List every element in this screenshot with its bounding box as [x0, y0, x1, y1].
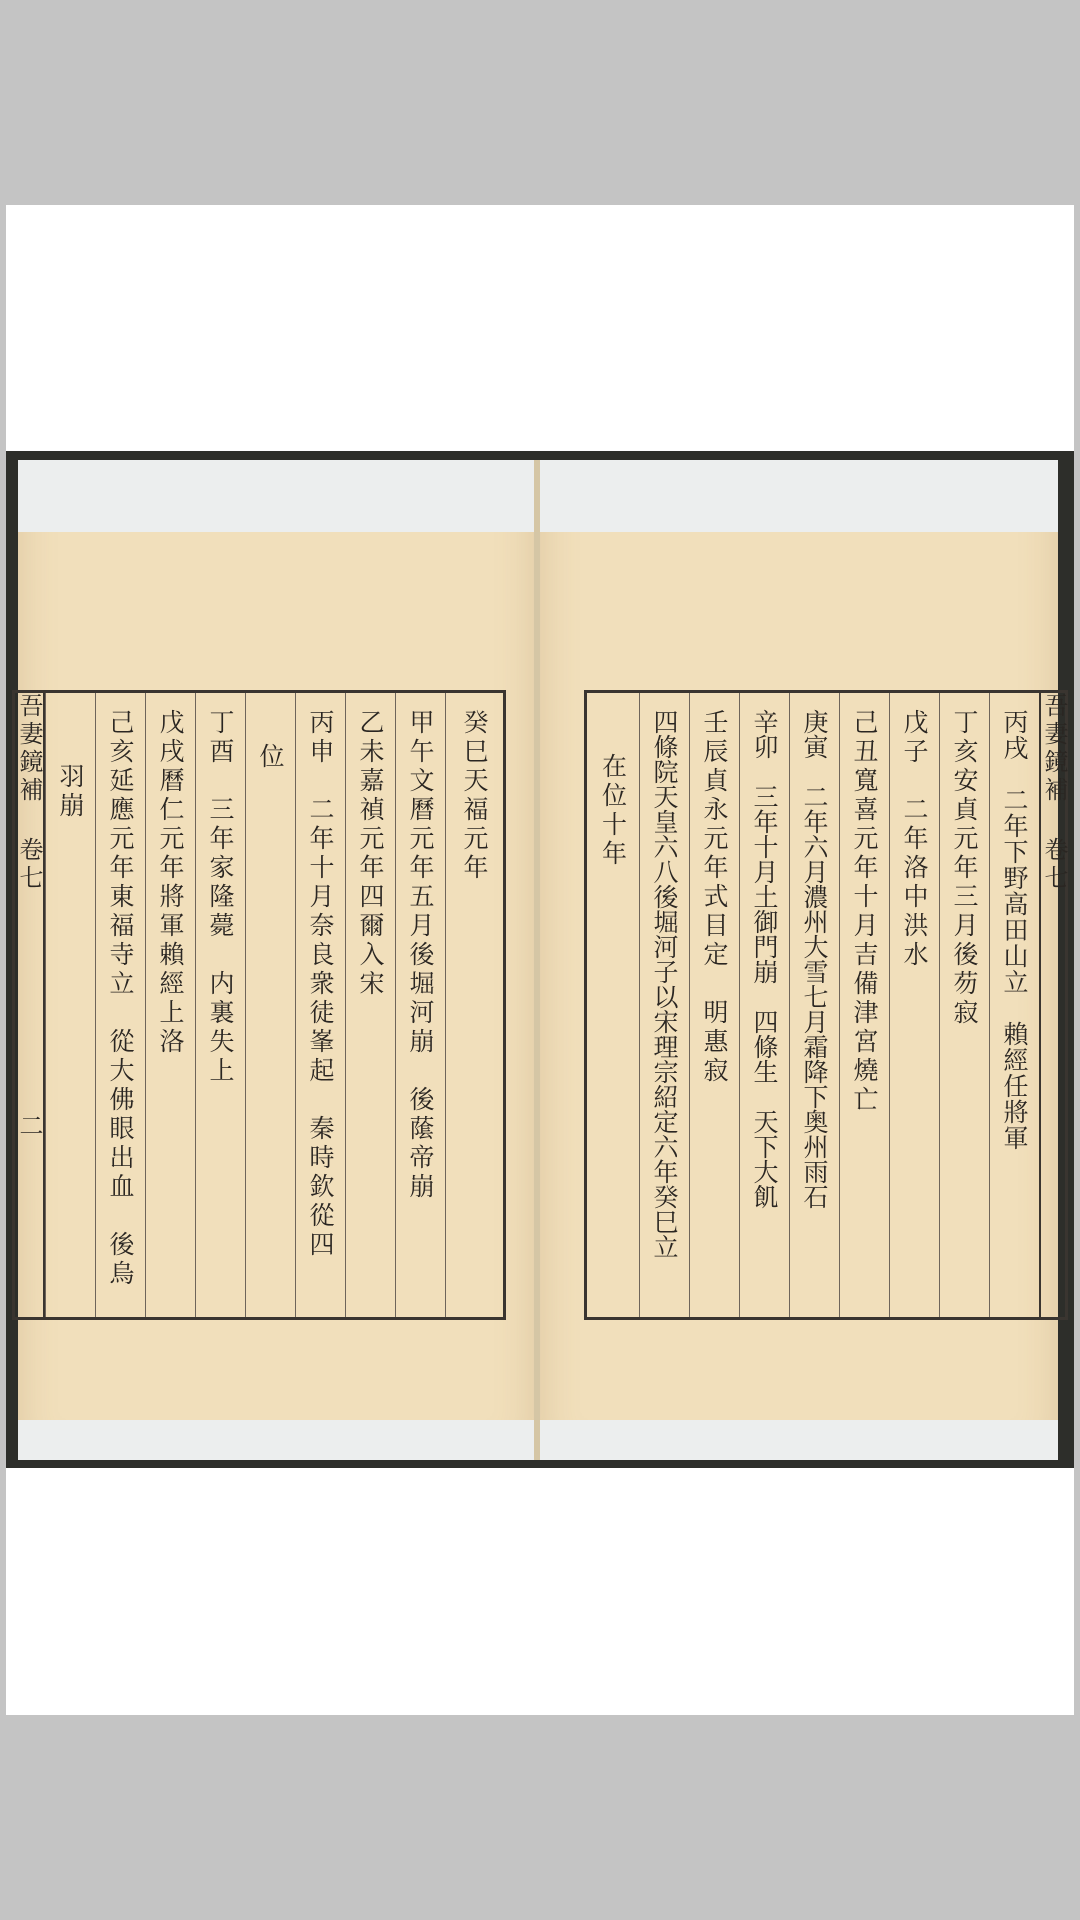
- right-column-5: [789, 693, 839, 1317]
- right-margin-title: 吾妻鏡補 卷七: [1040, 693, 1068, 893]
- left-page-number: 二: [15, 1113, 43, 1141]
- right-column-6: [739, 693, 789, 1317]
- right-column-3-text: 戊子 二年洛中洪水: [900, 709, 929, 970]
- right-column-2-text: 丁亥安貞元年三月後芴寂: [950, 709, 979, 1028]
- right-column-7: [689, 693, 739, 1317]
- right-column-6-text: 辛卯 三年十月土御門崩 四條生 天下大飢: [750, 709, 779, 1209]
- left-column-8-text: 己亥延應元年東福寺立 從大佛眼出血 後烏: [106, 709, 135, 1289]
- page-bottom-margin: [540, 1420, 1058, 1460]
- left-column-1: [445, 693, 503, 1317]
- left-column-4: [295, 693, 345, 1317]
- page-top-margin: [540, 460, 1058, 532]
- right-column-5-text: 庚寅 二年六月濃州大雪七月霜降下奥州雨石: [800, 709, 829, 1209]
- left-column-2-text: 甲午文曆元年五月後堀河崩 後䕃帝崩: [406, 709, 435, 1202]
- left-column-2: [395, 693, 445, 1317]
- left-column-9: [45, 693, 95, 1317]
- right-column-2: [939, 693, 989, 1317]
- left-column-7-text: 戊戌曆仁元年將軍賴經上洛: [156, 709, 185, 1057]
- left-margin-column: [15, 693, 45, 1317]
- right-column-9: [587, 693, 639, 1317]
- left-column-4-text: 丙申 二年十月奈良衆徒峯起 秦時欽從四: [306, 709, 335, 1260]
- left-column-8: [95, 693, 145, 1317]
- right-margin-column: [1039, 693, 1068, 1317]
- right-column-4-text: 己丑寬喜元年十月吉備津宮燒亡: [850, 709, 879, 1115]
- left-column-1-text: 癸巳天福元年: [460, 709, 489, 883]
- left-page: [15, 460, 534, 1460]
- right-column-8-text: 四條院天皇六八後堀河子以宋理宗紹定六年癸巳立: [650, 709, 679, 1259]
- left-column-3: [345, 693, 395, 1317]
- right-page: [540, 460, 1068, 1460]
- page-top-margin: [18, 460, 534, 532]
- left-column-6: [195, 693, 245, 1317]
- right-column-3: [889, 693, 939, 1317]
- right-column-9-text: 在位十年: [598, 753, 628, 869]
- right-column-7-text: 壬辰貞永元年式目定 明惠寂: [700, 709, 729, 1086]
- page-bottom-margin: [18, 1420, 534, 1460]
- right-column-1-text: 丙戌 二年下野高田山立 賴經任將軍: [1000, 709, 1029, 1151]
- right-column-8: [639, 693, 689, 1317]
- left-column-7: [145, 693, 195, 1317]
- left-column-5: [245, 693, 295, 1317]
- left-column-9-text: 羽崩: [56, 763, 85, 821]
- left-column-6-text: 丁酉 三年家隆薨 内裏失上: [206, 709, 235, 1086]
- left-text-block: [12, 690, 506, 1320]
- right-column-1: [989, 693, 1039, 1317]
- right-text-block: [584, 690, 1068, 1320]
- left-margin-title: 吾妻鏡補 卷七: [15, 693, 43, 893]
- left-column-5-text: 位: [256, 743, 285, 772]
- right-column-4: [839, 693, 889, 1317]
- left-column-3-text: 乙未嘉禎元年四爾入宋: [356, 709, 385, 999]
